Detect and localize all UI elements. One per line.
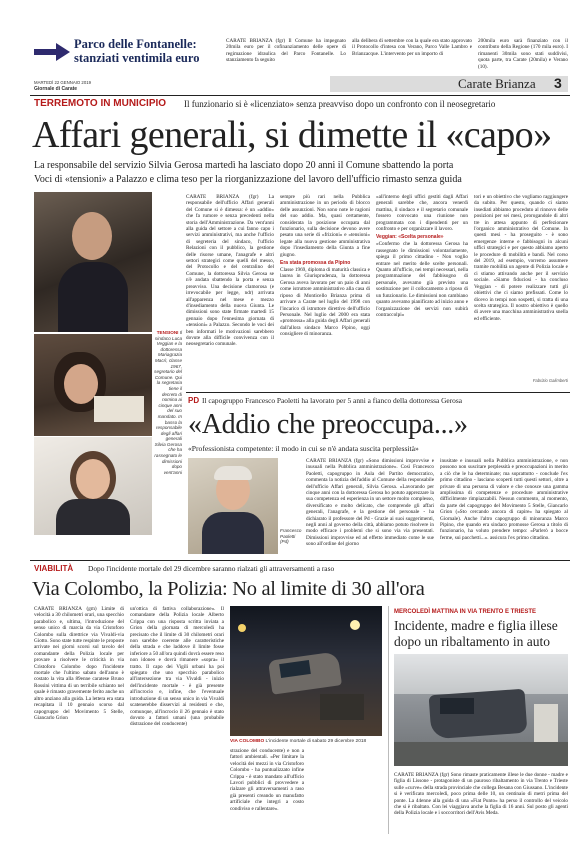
story4-headline: Incidente, madre e figlia illese dopo un ribaltamento in auto <box>394 618 558 649</box>
story2-kicker-tag: PD <box>188 396 200 405</box>
story3-photo-caption-tag: VIA COLOMBO <box>230 739 265 744</box>
story3-col2: un'ottica di fattiva collaborazione». Il comandante della Polizia locale Alberto Crippa con una risposta scritta inviata a Grion della giornata di mercoledì ha precisato che il limite di 30 chilometri orari non sarebbe coerente alle caratteristiche della strada e che laddove il limite fosse inferiore a 50 all'ora quindi dovrà essere reso non idoneo e dovrà rimanere «sopra» il tratto. Il capo dei Vigili urbani ha poi spiegato che uno specchio parabolico all'intersezione tra via Vivaldi - inizio dell'incidente mortale - è già presente all'incrocio e, infine, che l'eventuale introduzione di un senso unico in via Vivaldi scatenerebbe disservizi ai residenti e che, comunque, all'incrocio il 26 gennaio è stato dovuto a fattori umani (una probabile distrazione del conducente) <box>130 606 224 728</box>
story1-col3-wrap <box>376 194 468 388</box>
story1-col3-heading: Veggian: «Scelta personale» <box>376 234 444 241</box>
photo-rollover-car <box>394 654 568 766</box>
story1-subhead2: Voci di «tensioni» a Palazzo e clima teso per la riorganizzazione del lavoro dell'ufficio rimasto senza guida <box>34 174 462 185</box>
story3-col3-b <box>308 748 382 834</box>
story2-col2: inusitate e inusuali nella Pubblica amministrazione, e non possono non suscitare perplessità e preoccupazioni in merito a ciò che le ha determinate; ma soprattutto - conclude l'ex primo cittadino - lasciano scoperti tutti questi settori, oltre a privare di una persona di valore e che conosce una gamma amplissima di competenze e procedure amministrative difficilmente rimpiazzabili. Nessun commento, al momento, da parte del capogruppo del Movimento 5 Stelle, Giancarlo Grion («Sto cercando ancora di capire» ha spiegato al Giornale). Anche l'altro capogruppo di minoranza Marco Pipino, che quando era sindaco promosse Gerosa a titolo di funzionario, ha voluto prendere tempo: «Parlerò a bocce ferme, sui pacchetti...». assicura l'ex primo cittadino. <box>440 458 568 541</box>
story2-photo-caption: Francesco Paoletti (Pd) <box>280 528 302 545</box>
story1-col2: sempre più rari nella Pubblica amministrazione in un periodo di blocco delle assunzioni. Non sono note le ragioni del suo addio. Ma, quasi certamente, considerata la posizione occupata dal funzionario, sulla decisione devono avere pesato una serie di «frizioni» e «tensioni» legate alla nuova gestione amministrativa dopo l'insediamento della Giunta a fine giugno. <box>280 194 370 258</box>
photo-paoletti <box>188 458 278 554</box>
story3-col1: CARATE BRIANZA (gm) Limite di velocità a 30 chilometri orari, una specchio parabolico e, ultima, l'introduzione del senso unico di marcia da via Cristoforo Colombo sulla direttrice via Vivaldi-via Giotto. Sono state tutte respinte le proposte arrivate nei giorni scorsi sul tavolo del comandante della Polizia locale per provare a risolvere le criticità in via Cristoforo Colombo dopo l'incidente mortale che l'ultimo sabato dell'anno è costato la vita alla 89enne caratese Bruno Rossini vittima di un terribile schianto nel quale è rimasto gravemente ferito anche un altro anziano alla guida. La lettera era stata recapitata il 10 gennaio scorso dal capogruppo del Movimento 5 Stelle, Giancarlo Grion <box>34 606 124 721</box>
story1-col2b: Classe 1969, diploma di maturità classica e laurea in Giurisprudenza, la dottoressa Gerosa aveva lavorato per un paio di anni come istruttore amministrativo alla casa di riposo di Monticello Brianza prima di arrivare a Carate nel luglio del 1998 con l'incarico di istruttore direttivo dell'ufficio Personale. Nel luglio del 2000 era stata «promossa» alla guida degli Affari generali dall'allora sindaco Marco Pipino, oggi consigliere di minoranza. <box>280 267 370 338</box>
promo-text-col2: alla delibera di settembre con la quale era stato approvato il Protocollo d'intesa con Verano, Parco Valle Lambro e Brianzacque. L'intervento per un importo di <box>352 38 472 57</box>
story3-photo-caption-text: L'incidente mortale di sabato 29 dicembre 2018 <box>265 739 367 744</box>
issue-date: MARTEDÌ 22 GENNAIO 2019 <box>34 80 91 85</box>
story3-kicker: VIABILITÀ <box>34 564 74 573</box>
story2-kicker: Il capogruppo Francesco Paoletti ha lavorato per 5 anni a fianco della dottoressa Gerosa <box>202 396 463 405</box>
page-number: 3 <box>554 75 562 91</box>
photo-gerosa <box>34 437 152 535</box>
story1-caption <box>154 330 182 475</box>
story4-text: CARATE BRIANZA (fgr) Sono rimaste praticamente illese le due donne - madre e figlia di Lissone - protagoniste di un pauroso ribaltamento in via Trento e Trieste sulle «curve» della strada provinciale che collega Besana con Giussano. L'incidente si è verificato mercoledì, poco prima delle 10, un centinaio di metri prima del ponte. La 44enne alla guida di una «Fiat Punto» ha perso il controllo del veicolo che si è ribaltato. Con lei viaggiava anche la figlia di 16 anni. Sul posto gli agenti della Polizia locale e i soccorritori dell'Avis Meda. <box>394 772 568 817</box>
promo-title-line1: Parco delle Fontanelle: <box>74 37 197 51</box>
story1-caption-label: TENSIONI <box>156 330 179 335</box>
story1-col4-wrap <box>474 194 568 388</box>
story3-kicker-sub: Dopo l'incidente mortale del 29 dicembre saranno rialzati gli attraversamenti a raso <box>88 564 335 573</box>
photo-secretary <box>34 334 152 436</box>
story3-headline: Via Colombo, la Polizia: No al limite di 30 all'ora <box>32 578 425 600</box>
paper-name: Giornale di Carate <box>34 86 78 92</box>
story1-col2-heading: Era stata promossa da Pipino <box>280 260 351 267</box>
story1-caption-text: Il sindaco Luca Veggian e la dottoressa Mariagrazia Macrì, classe 1967, segretario del Comune. Qui la segretaria tiene il decreto di nomina ai cinque anni del suo mandato. In basso la responsabile degli affari generali Silvia Gerosa che ha rassegnato le dimissioni dopo vent'anni <box>154 330 182 475</box>
story2-col1: CARATE BRIANZA (fgr) «Sono dimissioni improvvise e inusuali nella Pubblica amministrazione». Così Francesco Paoletti, capogruppo in Aula del Partito democratico, commenta la notizia dell'addio al Comune della responsabile dell'ufficio Affari generali, Silvia Gerosa. «Lavorando per cinque anni con la dottoressa Gerosa ho potuto apprezzare la sua competenza ed esperienza in un settore molto complesso, diversificato e molto delicato, che comprende gli affari generali, l'anagrafe, e la gestione del personale - ha dichiarato il professore del Pd - Grazie ai suoi suggerimenti, negli anni al governo della città, abbiamo potuto risolvere in modo efficace i problemi che si sono via via presentati. Dimissioni improvvise ed ad effetto immediato come le sue sono all'ordine del giorno <box>306 458 434 548</box>
story1-col1: CARATE BRIANZA (fgr) La responsabile dell'ufficio Affari generali del Comune si è dimessa: è un «addio» che fa rumore e senza precedenti nella storia dell'Amministrazione. Da vent'anni alla guida del settore a cui fanno capo i servizi amministrativi, ma anche l'ufficio di segreteria del sindaco, l'ufficio Relazioni con il pubblico, la gestione delle risorse umane, l'anagrafe e altri settori strategici come quelli del messo, del Protocollo e del centralino del Comune, la dottoressa Silvia Gerosa se n'è andata sbattendo la porta e senza preavviso. Una decisione clamorosa (e irrevocabile per legge, ndr) arrivata all'apparenza nel mese e mezzo d'insediamento della nuova Giunta. Le dimissioni sono state firmate martedì 15 gennaio dopo l'ennesima giornata di «tensioni» a Palazzo. Secondo le voci dei ben informati le motivazioni sarebbero dovute alla difficile convivenza con il neosegretario comunale. <box>186 194 274 348</box>
masthead-rule <box>30 95 570 96</box>
masthead <box>0 0 580 96</box>
section-name: Carate Brianza <box>458 76 536 91</box>
story1-col4: tori e un obiettivo che vogliamo raggiungere da subito. Per questo, quando ci siamo insediati abbiamo proceduto al rinnovo delle posizioni per sei mesi, prorogandole di altri tre in attesa appunto di perfezionare l'organico amministrativo del Comune. In questi mesi - ha proseguito - è sono emergenze interne e fabbisogni in alcuni uffici strategici e per questo abbiamo aperto le procedure di mobilità e bandi. Nel corso del 2019, ad esempio, vorremo assumere tramite mobilità un agente di Polizia locale e ci stiamo attivando anche per il servizio sociale. «Siamo fiduciosi - ha concluso Veggian - di potere realizzare tutti gli obiettivi che ci siamo prefissati. Come lo dicevo in tempi non sospetti, si tratta di una scelta strategica. Il nostro obiettivo è quello di avere una macchina amministrativa snella ed efficiente. <box>474 194 568 322</box>
story1-byline: Fabrizio Galimberti <box>532 378 568 383</box>
story2-rule <box>186 392 570 393</box>
promo-title <box>74 37 224 65</box>
story1-col2-wrap <box>280 194 370 388</box>
story1-kicker: TERREMOTO IN MUNICIPIO <box>34 98 167 109</box>
story2-subhead: «Professionista competente: il modo in cui se n'è andata suscita perplessità» <box>188 444 419 453</box>
story1-kicker-sub: Il funzionario si è «licenziato» senza preavviso dopo un confronto con il neosegretario <box>184 99 496 109</box>
story1-subhead1: La responsabile del servizio Silvia Gerosa martedì ha lasciato dopo 20 anni il Comune sbattendo la porta <box>34 160 454 171</box>
story2-headline: «Addio che preoccupa...» <box>188 409 468 440</box>
story3-col3-a: strazione del conducente) e non a fattori ambientali. «Per limitare la velocità dei mezzi in via Cristoforo Colombo - ha puntualizzato infine Crippa - è stato mandato all'ufficio Lavori pubblici di provvedere a rialzare gli attraversamenti a raso già presenti creando un manufatto artificiale che integri a costo condiviso e rallentare». <box>230 748 304 812</box>
promo-text-col3: 200mila euro sarà finanziato con il contributo della Regione (170 mila euro). I rimanenti 30mila sono stati suddivisi, quota parte, tra Carate (20mila) e Verano (10). <box>478 38 568 70</box>
story1-col3b: «Confermo che la dottoressa Gerosa ha rassegnato le dimissioni volontariamente, spiega il primo cittadino - Non voglio entrare nel merito delle scelte personali. Quanto all'ufficio, nei tempi necessari, nella programmazione del fabbisogno di personale, avevamo già previsto una sostituzione per il collocamento a riposo di un funzionario. Le dimissioni non cambiano quanto avevamo pianificato ad inizio anno e l'organizzazione dei servizi non subirà contraccolpi» <box>376 241 468 318</box>
story3-rule <box>30 560 570 561</box>
promo-title-line2: stanziati ventimila euro <box>74 51 200 65</box>
photo-mayor <box>34 192 152 332</box>
story1-headline: Affari generali, si dimette il «capo» <box>32 114 552 156</box>
arrow-right-icon <box>34 43 70 61</box>
story1-col3: «all'interno degli uffici gestiti dagli Affari generali sarebbe che, ancora venerdì mattina, il sindaco e il segretario comunale fossero convocato una riunione non programmata con i dipendenti per un confronto e per organizzare il lavoro. <box>376 194 468 233</box>
story4-divider <box>388 606 389 834</box>
story3-photo-caption <box>230 739 382 745</box>
promo-text-col1: CARATE BRIANZA (fgr) Il Comune ha impegnato 20mila euro per il cofinanziamento delle opere di regimazione idraulica del Parco Fontanelle. Lo stanziamento fa seguito <box>226 38 346 64</box>
photo-crash-scene <box>230 606 382 736</box>
story4-kicker: MERCOLEDÌ MATTINA IN VIA TRENTO E TRIESTE <box>394 609 537 615</box>
